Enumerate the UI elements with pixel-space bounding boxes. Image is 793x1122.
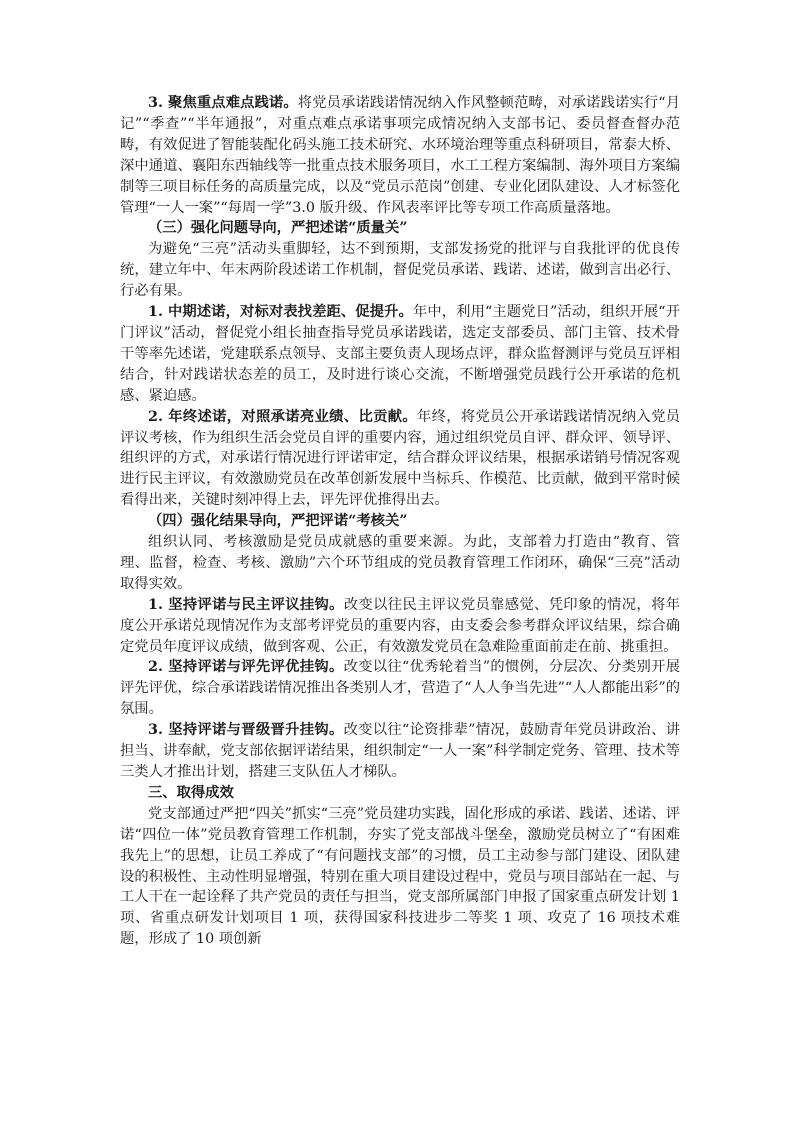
paragraph-focus-key-difficult [120,93,680,218]
section-heading-quality: （三）强化问题导向，严把述诺“质量关” [148,220,408,237]
paragraph-recognition [120,532,680,595]
paragraph-lead: 1. 中期述诺，对标对表找差距、促提升。 [148,304,413,321]
paragraph-excellence-review [120,657,680,720]
section-heading-results: 三、取得成效 [148,784,234,801]
paragraph-midterm-review [120,302,680,407]
paragraph-text: 改变以往“论资排辈”情况，鼓励青年党员讲政治、讲担当、讲奉献，党支部依据评诺结果，组织制定“一人一案”科学制定党务、管理、技术等三类人才推出计划，搭建三支队伍人才梯队。 [120,722,680,780]
paragraph-lead: 2. 年终述诺，对照承诺亮业绩、比贡献。 [148,408,417,425]
paragraph-results [120,804,680,950]
paragraph-text: 党支部通过严把“四关”抓实“三亮”党员建功实践，固化形成的承诺、践诺、述诺、评诺“四位一体”党员教育管理工作机制，夯实了党支部战斗堡垒，激励党员树立了“有困难我先上”的思想，让员工养成了“有问题找支部”的习惯，员工主动参与部门建设、团队建设的积极性、主动性明显增强，特别在重大项目建设过程中，党员与项目部站在一起、与工人干在一起诠释了共产党员的责任与担当，党支部所属部门申报了国家重点研发计划 1 项、省重点研发计划项目 1 项，获得国家科技进步二等奖 1 项、攻克了 16 项技术难题，形成了 10 项创新 [120,805,680,948]
paragraph-text: 年中，利用“主题党日”活动，组织开展“开门评议”活动，督促党小组长抽查指导党员承诺践诺，选定支部委员、部门主管、技术骨干等率先述诺，党建联系点领导、支部主要负责人现场点评，群众监督测评与党员互评相结合，针对践诺状态差的员工，及时进行谈心交流，不断增强党员践行公开承诺的危机感、紧迫感。 [120,304,680,404]
paragraph-text: 将党员承诺践诺情况纳入作风整顿范畴，对承诺践诺实行“月记”“季查”“半年通报”，对重点难点承诺事项完成情况纳入支部书记、委员督查督办范畴，有效促进了智能装配化码头施工技术研究、水环境治理等重点科研项目，常泰大桥、深中通道、襄阳东西轴线等一批重点技术服务项目，水工工程方案编制、海外项目方案编制等三项目标任务的高质量完成，以及“党员示范岗”创建、专业化团队建设、人才标签化管理“一人一案”“每周一学”3.0 版升级、作风表率评比等专项工作高质量落地。 [120,95,680,216]
paragraph-promotion [120,720,680,783]
paragraph-text: 为避免“三亮”活动头重脚轻，达不到预期，支部发扬党的批评与自我批评的优良传统，建立年中、年末两阶段述诺工作机制，督促党员承诺、践诺、述诺，做到言出必行、行必有果。 [120,241,680,300]
paragraph-text: 组织认同、考核激励是党员成就感的重要来源。为此，支部着力打造由“教育、管理、监督，检查、考核、激励”六个环节组成的党员教育管理工作闭环，确保“三亮”活动取得实效。 [120,534,680,592]
document-page [120,93,680,950]
paragraph-text: 改变以往民主评议党员靠感觉、凭印象的情况，将年度公开承诺兑现情况作为支部考评党员的重要内容，由支委会参考群众评议结果，综合确定党员年度评议成绩，做到客观、公正，有效激发党员在急难险重面前走在前、挑重担。 [120,596,680,655]
section-heading-assessment: （四）强化结果导向，严把评诺“考核关” [148,513,408,530]
paragraph-text: 改变以往“优秀轮着当”的惯例，分层次、分类别开展评先评优，综合承诺践诺情况推出各类别人才，营造了“人人争当先进”“人人都能出彩”的氛围。 [120,659,680,718]
paragraph-text: 年终，将党员公开承诺践诺情况纳入党员评议考核，作为组织生活会党员自评的重要内容，通过组织党员自评、群众评、领导评、组织评的方式，对承诺行情况进行评诺审定，结合群众评议结果，根据承诺销号情况客观进行民主评议，有效激励党员在改革创新发展中当标兵、作模范、比贡献，做到平常时候看得出来，关键时刻冲得上去，评先评优推得出去。 [120,408,680,509]
paragraph-lead: 3. 聚焦重点难点践诺。 [148,95,298,111]
paragraph-lead: 3. 坚持评诺与晋级晋升挂钩。 [148,722,344,739]
paragraph-lead: 1. 坚持评诺与民主评议挂钩。 [148,596,344,613]
paragraph-democratic-review [120,595,680,658]
paragraph-avoid-top-heavy [120,239,680,302]
paragraph-year-end-review [120,407,680,512]
paragraph-lead: 2. 坚持评诺与评先评优挂钩。 [148,659,344,676]
